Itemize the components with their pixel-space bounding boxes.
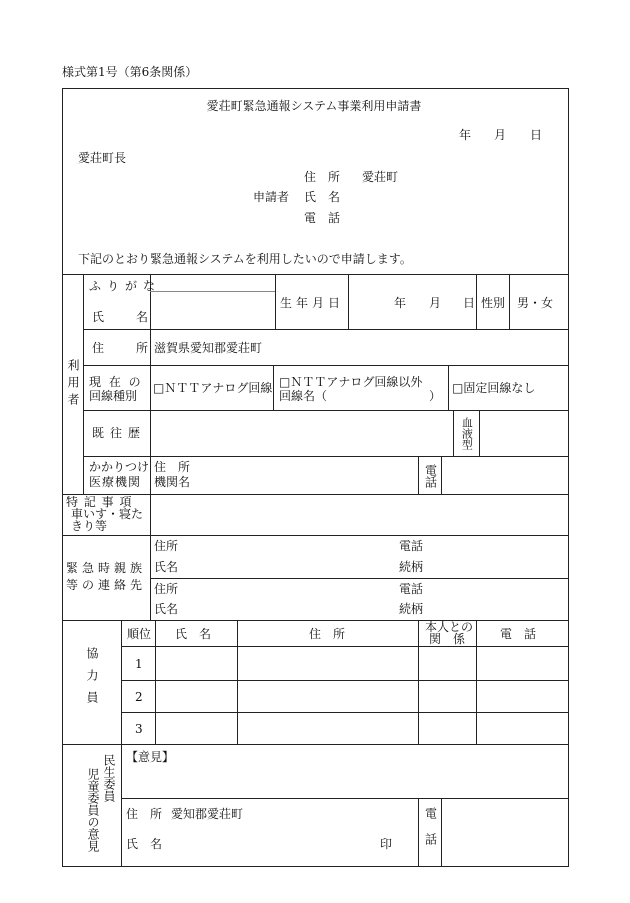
col-relation-header-2: 関 係 [429, 632, 466, 646]
cooperator-row-1-order: 1 [135, 657, 143, 671]
applicant-name-label: 氏 名 [304, 190, 341, 204]
line-name-label: 回線名（ [279, 389, 328, 403]
user-side-label [62, 274, 83, 494]
blood-type-label: 血液型 [460, 416, 474, 450]
gender-value[interactable]: 男・女 [517, 296, 554, 310]
clinic-label-2: 医療機関 [89, 475, 142, 489]
name-field[interactable] [150, 311, 275, 329]
line-option-analog[interactable]: □ＮＴＴアナログ回線 [153, 381, 273, 395]
history-field[interactable] [150, 411, 453, 456]
special-label-3: きり等 [71, 519, 108, 533]
emergency-label-1: 緊急時親族 [66, 561, 147, 575]
clinic-name-label: 機関名 [154, 475, 191, 489]
applicant-address-label: 住 所 [304, 170, 341, 184]
col-relation-header-1: 本人との [425, 620, 474, 634]
user-address-label: 住所 [92, 341, 148, 355]
line-type-label-2: 回線種別 [89, 389, 138, 403]
contact-1-name-label: 氏名 [154, 560, 179, 574]
commissioner-side-label-2: 児童委員の意見 [86, 768, 100, 852]
clinic-label-1: かかりつけ [89, 460, 150, 474]
birth-month: 月 [429, 296, 442, 310]
application-statement: 下記のとおり緊急通報システムを利用したいので申請します。 [78, 252, 412, 266]
special-field[interactable] [151, 495, 568, 535]
furigana-label: ふりがな [89, 279, 162, 293]
applicant-label: 申請者 [253, 190, 290, 204]
gender-label: 性別 [481, 296, 506, 310]
applicant-phone-label: 電 話 [304, 211, 341, 225]
date-year: 年 [459, 128, 472, 142]
col-address-header: 住 所 [309, 627, 346, 641]
col-order-header: 順位 [127, 627, 152, 641]
birth-day: 日 [463, 296, 476, 310]
contact-1-phone-label: 電話 [399, 539, 424, 553]
form-number: 様式第1号（第6条関係） [62, 65, 198, 79]
addressee: 愛荘町長 [78, 151, 127, 165]
cooperator-row-3-order: 3 [135, 722, 143, 736]
applicant-address-value: 愛荘町 [362, 170, 399, 184]
commissioner-address-value[interactable]: 愛知郡愛荘町 [171, 807, 244, 821]
commissioner-address-label: 住 所 [126, 807, 163, 821]
line-name-close: ） [429, 389, 442, 403]
clinic-phone-label: 電話 [423, 464, 438, 488]
contact-2-relation-label: 続柄 [399, 602, 424, 616]
seal-mark: 印 [380, 837, 393, 851]
special-label-1: 特 記 事 項 [66, 495, 133, 509]
contact-2-name-label: 氏名 [154, 602, 179, 616]
history-label: 既往歴 [92, 426, 147, 440]
name-label: 氏名 [92, 310, 148, 324]
commissioner-side-label [75, 752, 121, 860]
birth-label: 生年月日 [280, 296, 345, 310]
commissioner-side-label-1: 民生委員 [102, 754, 116, 802]
contact-2-phone-label: 電話 [399, 582, 424, 596]
col-phone-header: 電 話 [500, 627, 537, 641]
emergency-label-2: 等の連絡先 [66, 578, 147, 592]
cooperators-side-label: 協力員 [85, 647, 99, 713]
birth-year: 年 [394, 296, 407, 310]
form-title: 愛荘町緊急通報システム事業利用申請書 [206, 99, 422, 113]
line-option-non-analog[interactable]: □ＮＴＴアナログ回線以外 [279, 375, 423, 389]
contact-1-address-label: 住所 [154, 539, 179, 553]
clinic-address-label: 住 所 [154, 460, 191, 474]
opinion-label: 【意見】 [126, 750, 175, 764]
contact-2-address-label: 住所 [154, 582, 179, 596]
cooperator-row-2-order: 2 [135, 690, 143, 704]
commissioner-name-label: 氏 名 [126, 837, 163, 851]
commissioner-phone-label: 電話 [423, 807, 438, 859]
col-name-header: 氏 名 [175, 627, 212, 641]
user-side-text: 利用者 [66, 358, 80, 410]
date-month: 月 [494, 128, 507, 142]
contact-1-relation-label: 続柄 [399, 560, 424, 574]
user-address-value[interactable]: 滋賀県愛知郡愛荘町 [154, 341, 263, 355]
opinion-field[interactable] [122, 770, 568, 797]
special-label-2: 車いす・寝た [71, 507, 144, 521]
line-option-none[interactable]: □固定回線なし [452, 381, 536, 395]
date-day: 日 [530, 128, 543, 142]
line-type-label-1: 現 在 の [89, 375, 143, 389]
